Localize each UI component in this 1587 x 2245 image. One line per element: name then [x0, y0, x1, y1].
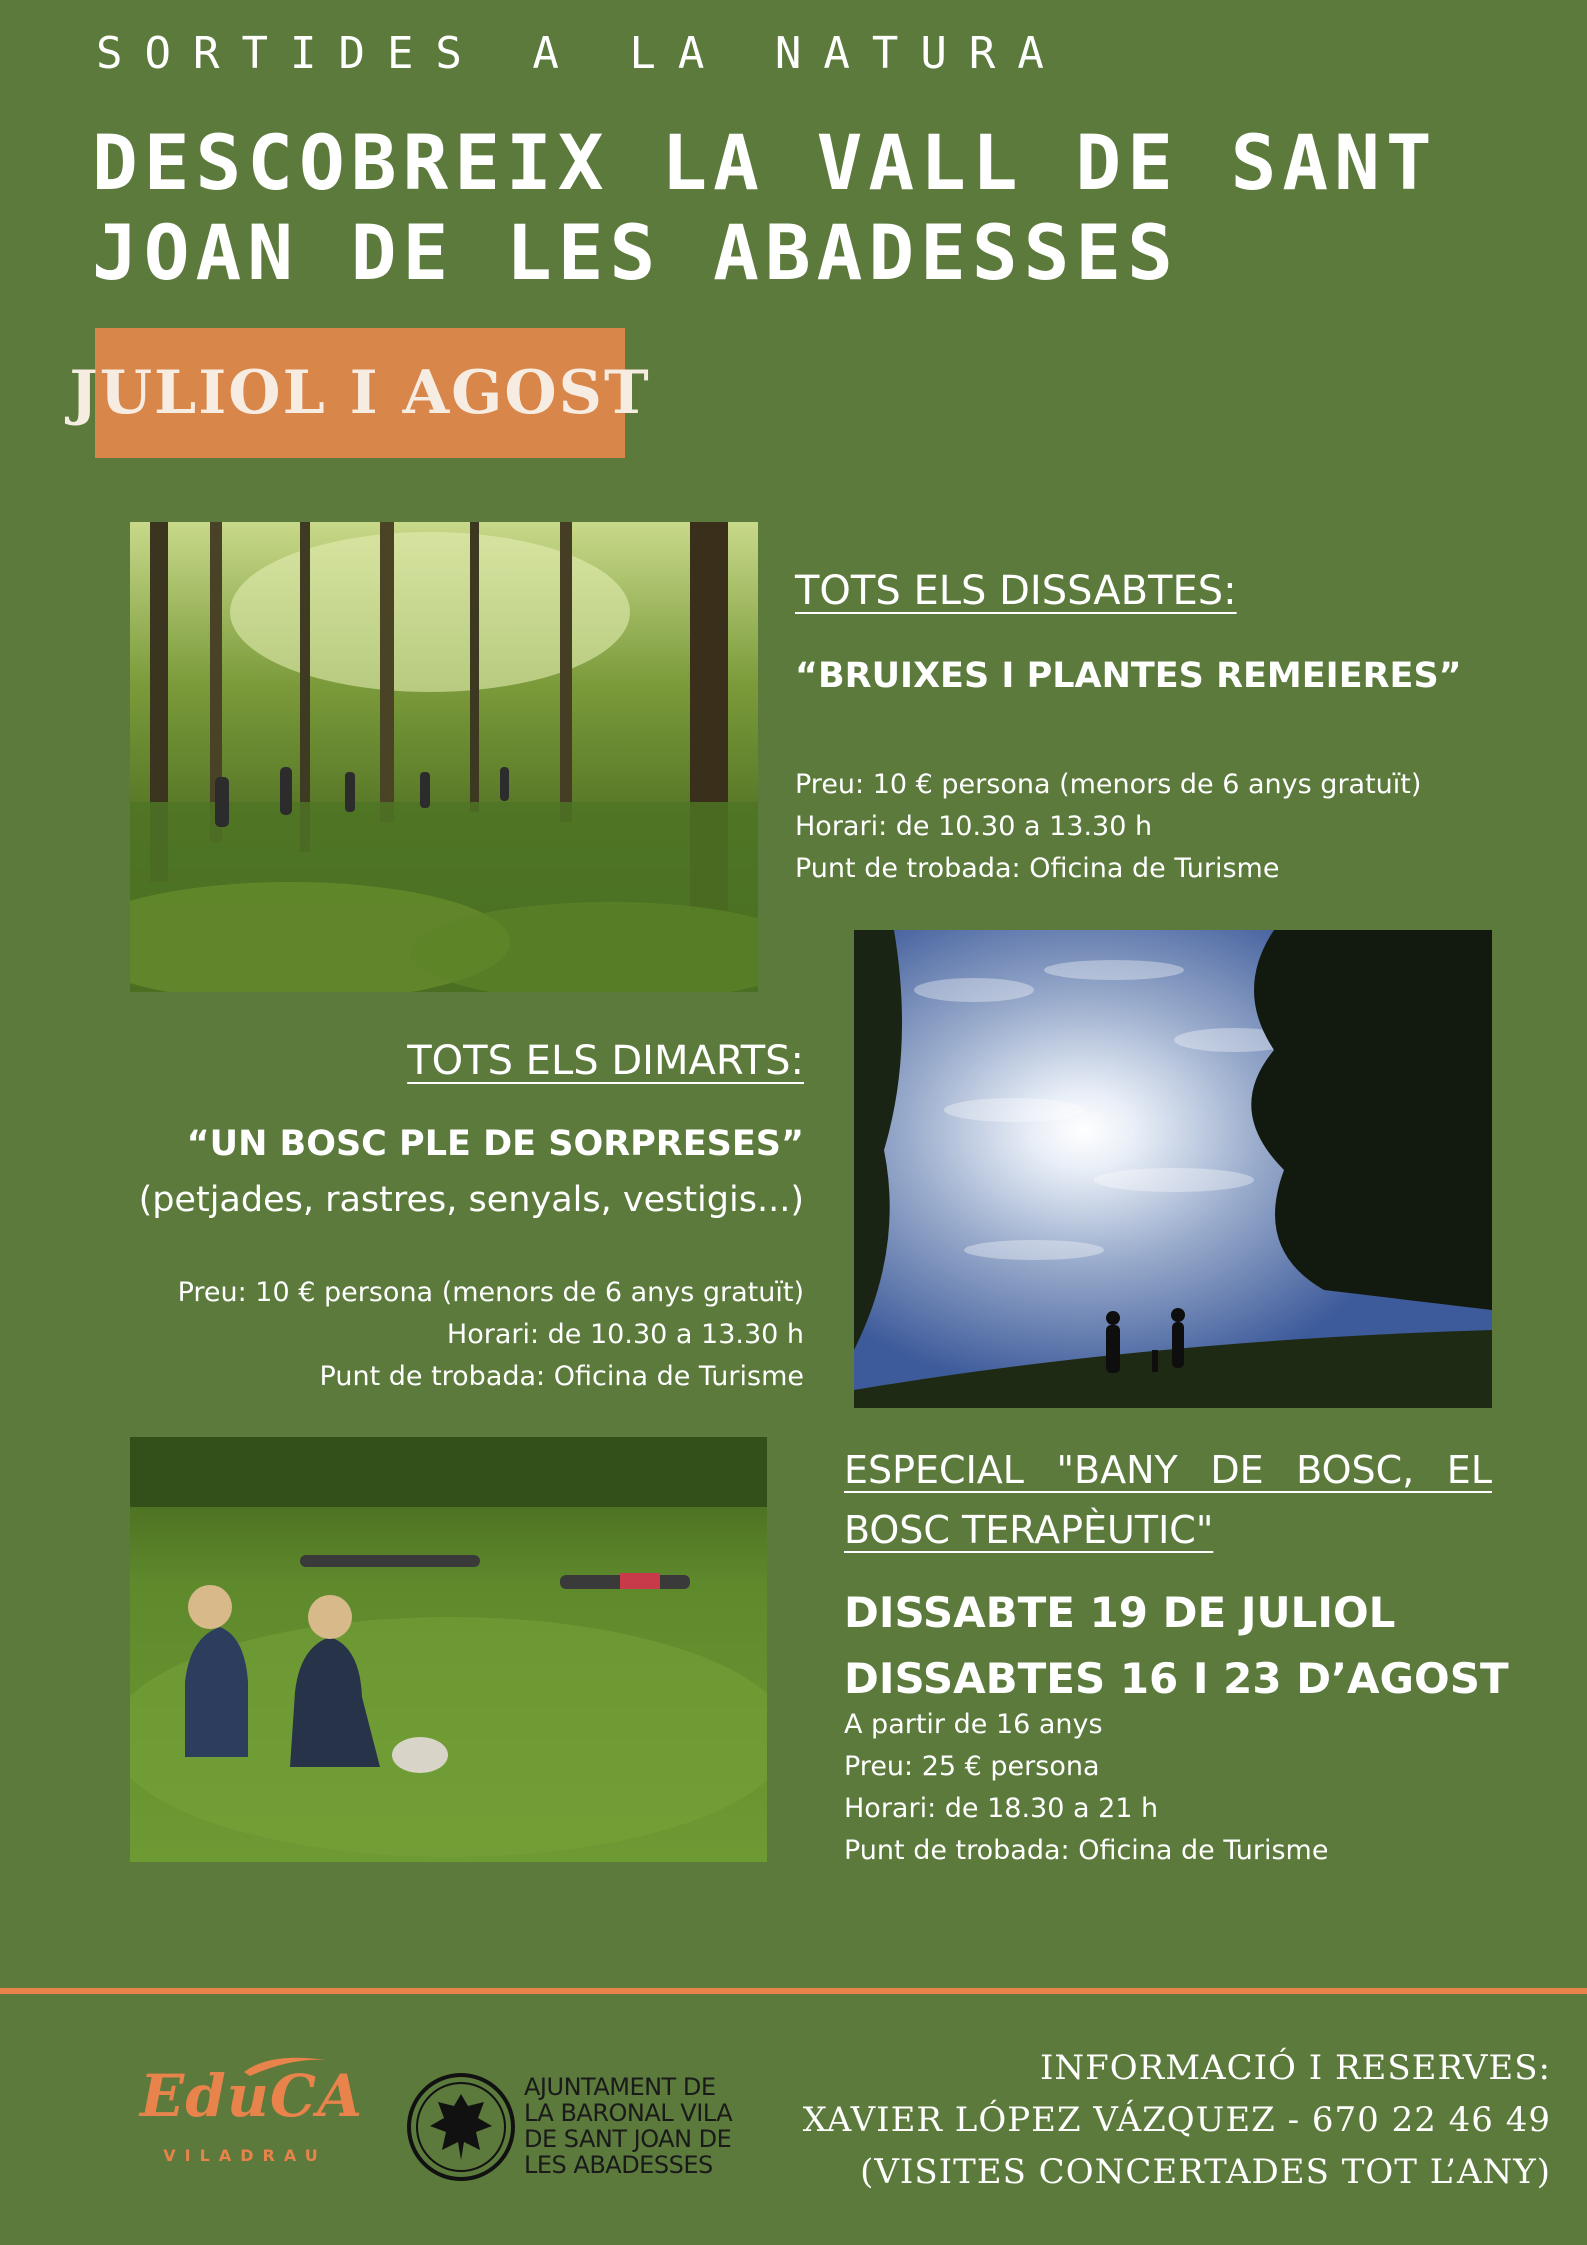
contact-person-phone: XAVIER LÓPEZ VÁZQUEZ - 670 22 46 49	[802, 2100, 1551, 2140]
special-heading: ESPECIAL "BANY DE BOSC, EL BOSC TERAPÈUTIC"	[844, 1448, 1492, 1552]
special-date-august: DISSABTES 16 I 23 D’AGOST	[844, 1654, 1509, 1703]
ajuntament-line-1: AJUNTAMENT DE	[524, 2073, 716, 2101]
tuesdays-heading: TOTS ELS DIMARTS:	[407, 1038, 804, 1084]
tuesdays-activity-name: “UN BOSC PLE DE SORPRESES”	[186, 1124, 804, 1164]
educa-logo	[140, 2052, 364, 2172]
educa-logo-sub: VILADRAU	[163, 2146, 327, 2165]
tuesdays-meeting-point: Punt de trobada: Oficina de Turisme	[319, 1361, 804, 1392]
ajuntament-line-3: DE SANT JOAN DE	[524, 2125, 732, 2153]
special-dates	[844, 1580, 1509, 1712]
months-label: JULIOL I AGOST	[69, 358, 651, 428]
ajuntament-line-2: LA BARONAL VILA	[524, 2099, 733, 2127]
kicker: SORTIDES A LA NATURA	[96, 28, 1066, 79]
special-schedule: Horari: de 18.30 a 21 h	[844, 1793, 1159, 1824]
special-price: Preu: 25 € persona	[844, 1751, 1100, 1782]
saturdays-meeting-point: Punt de trobada: Oficina de Turisme	[795, 853, 1280, 884]
photo-forest-walk	[130, 522, 758, 992]
educa-logo-word: EduCA	[140, 2062, 364, 2130]
saturdays-price: Preu: 10 € persona (menors de 6 anys gratuït)	[795, 769, 1422, 800]
tuesdays-price: Preu: 10 € persona (menors de 6 anys gratuït)	[177, 1277, 804, 1308]
tuesdays-activity-subtitle: (petjades, rastres, senyals, vestigis...)	[138, 1180, 804, 1220]
photo-sky-silhouette	[854, 930, 1492, 1408]
saturdays-info	[795, 764, 1421, 890]
ajuntament-logo-text	[524, 2074, 764, 2178]
title-line-2: JOAN DE LES ABADESSES	[92, 208, 1179, 297]
special-age: A partir de 16 anys	[844, 1709, 1103, 1740]
photo-meadow-rest	[130, 1437, 767, 1862]
ajuntament-line-4: LES ABADESSES	[524, 2151, 713, 2179]
saturdays-heading: TOTS ELS DISSABTES:	[795, 568, 1237, 614]
special-date-july: DISSABTE 19 DE JULIOL	[844, 1588, 1396, 1637]
special-info	[844, 1704, 1328, 1872]
tuesdays-info	[178, 1272, 804, 1398]
tuesdays-schedule: Horari: de 10.30 a 13.30 h	[446, 1319, 804, 1350]
months-badge	[69, 328, 651, 458]
page-title	[92, 118, 1512, 298]
eagle-seal-icon	[406, 2072, 516, 2182]
saturdays-schedule: Horari: de 10.30 a 13.30 h	[795, 811, 1153, 842]
contact-note: (VISITES CONCERTADES TOT L’ANY)	[860, 2152, 1551, 2192]
contact-heading: INFORMACIÓ I RESERVES:	[1039, 2048, 1551, 2088]
special-meeting-point: Punt de trobada: Oficina de Turisme	[844, 1835, 1329, 1866]
saturdays-activity-name: “BRUIXES I PLANTES REMEIERES”	[795, 656, 1462, 696]
title-line-1: DESCOBREIX LA VALL DE SANT	[92, 118, 1438, 207]
contact-block	[803, 2042, 1551, 2198]
footer-divider	[0, 1988, 1587, 1994]
